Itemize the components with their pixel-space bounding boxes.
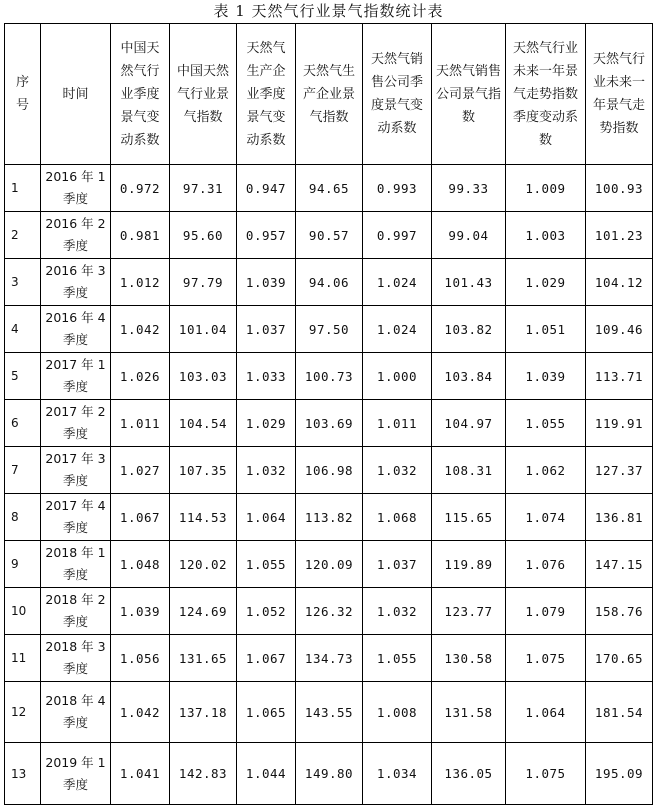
value-cell: 1.044 [237,743,296,805]
row-time: 2018 年 3 季度 [41,635,111,682]
value-cell: 136.81 [586,494,653,541]
value-cell: 123.77 [432,588,506,635]
value-cell: 1.076 [506,541,586,588]
table-row [5,165,653,212]
value-cell: 1.039 [506,353,586,400]
value-cell: 1.008 [363,682,432,743]
header-label: 天然气生产企业景气指数 [302,63,355,125]
value-cell: 1.067 [111,494,170,541]
row-time: 2017 年 3 季度 [41,447,111,494]
value-cell: 1.029 [506,259,586,306]
value-cell: 119.91 [586,400,653,447]
row-index: 12 [5,682,41,743]
value-cell: 106.98 [296,447,363,494]
value-cell: 1.009 [506,165,586,212]
value-cell: 107.35 [170,447,237,494]
row-time: 2016 年 4 季度 [41,306,111,353]
value-cell: 1.029 [237,400,296,447]
value-cell: 115.65 [432,494,506,541]
value-cell: 104.12 [586,259,653,306]
value-cell: 158.76 [586,588,653,635]
table-row [5,306,653,353]
value-cell: 95.60 [170,212,237,259]
value-cell: 0.997 [363,212,432,259]
value-cell: 103.82 [432,306,506,353]
value-cell: 1.074 [506,494,586,541]
header-cell [5,24,41,165]
value-cell: 1.024 [363,306,432,353]
table-row [5,682,653,743]
table-row [5,588,653,635]
table-row [5,743,653,805]
value-cell: 100.93 [586,165,653,212]
row-time: 2018 年 4 季度 [41,682,111,743]
value-cell: 114.53 [170,494,237,541]
value-cell: 1.034 [363,743,432,805]
stats-table [4,23,653,805]
value-cell: 1.026 [111,353,170,400]
value-cell: 119.89 [432,541,506,588]
header-label: 序号 [15,75,29,113]
header-cell [586,24,653,165]
value-cell: 101.43 [432,259,506,306]
value-cell: 1.011 [363,400,432,447]
row-index: 6 [5,400,41,447]
value-cell: 120.09 [296,541,363,588]
row-time: 2018 年 2 季度 [41,588,111,635]
value-cell: 1.056 [111,635,170,682]
value-cell: 113.82 [296,494,363,541]
row-index: 2 [5,212,41,259]
value-cell: 1.012 [111,259,170,306]
header-label: 时间 [62,86,89,102]
value-cell: 1.064 [237,494,296,541]
value-cell: 126.32 [296,588,363,635]
value-cell: 113.71 [586,353,653,400]
value-cell: 131.58 [432,682,506,743]
value-cell: 1.024 [363,259,432,306]
row-time: 2016 年 2 季度 [41,212,111,259]
value-cell: 101.04 [170,306,237,353]
header-label: 天然气行业未来一年景气走势指数 [592,52,645,136]
row-index: 5 [5,353,41,400]
value-cell: 1.042 [111,306,170,353]
row-time: 2017 年 4 季度 [41,494,111,541]
row-time: 2016 年 3 季度 [41,259,111,306]
header-cell [363,24,432,165]
value-cell: 170.65 [586,635,653,682]
table-title: 表 1 天然气行业景气指数统计表 [213,2,444,20]
value-cell: 143.55 [296,682,363,743]
table-row [5,259,653,306]
value-cell: 90.57 [296,212,363,259]
row-index: 13 [5,743,41,805]
value-cell: 1.055 [237,541,296,588]
row-index: 8 [5,494,41,541]
row-time: 2016 年 1 季度 [41,165,111,212]
value-cell: 94.06 [296,259,363,306]
value-cell: 131.65 [170,635,237,682]
value-cell: 1.068 [363,494,432,541]
value-cell: 0.957 [237,212,296,259]
value-cell: 1.052 [237,588,296,635]
row-index: 11 [5,635,41,682]
value-cell: 136.05 [432,743,506,805]
value-cell: 1.075 [506,743,586,805]
value-cell: 1.048 [111,541,170,588]
value-cell: 97.79 [170,259,237,306]
header-cell [237,24,296,165]
value-cell: 1.003 [506,212,586,259]
value-cell: 1.037 [363,541,432,588]
row-time: 2017 年 1 季度 [41,353,111,400]
value-cell: 1.067 [237,635,296,682]
value-cell: 97.31 [170,165,237,212]
header-label: 中国天然气行业景气指数 [176,63,229,125]
value-cell: 103.03 [170,353,237,400]
value-cell: 1.032 [363,447,432,494]
value-cell: 103.84 [432,353,506,400]
value-cell: 124.69 [170,588,237,635]
header-label: 天然气销售公司景气指数 [436,63,502,125]
value-cell: 99.33 [432,165,506,212]
value-cell: 134.73 [296,635,363,682]
value-cell: 1.039 [111,588,170,635]
value-cell: 181.54 [586,682,653,743]
header-label: 天然气行业未来一年景气走势指数季度变动系数 [512,40,578,148]
value-cell: 0.981 [111,212,170,259]
value-cell: 101.23 [586,212,653,259]
table-row [5,494,653,541]
value-cell: 1.011 [111,400,170,447]
value-cell: 130.58 [432,635,506,682]
value-cell: 1.064 [506,682,586,743]
value-cell: 1.032 [237,447,296,494]
value-cell: 94.65 [296,165,363,212]
value-cell: 104.54 [170,400,237,447]
header-cell [506,24,586,165]
row-index: 1 [5,165,41,212]
value-cell: 1.075 [506,635,586,682]
row-time: 2017 年 2 季度 [41,400,111,447]
table-body [5,165,653,805]
value-cell: 99.04 [432,212,506,259]
value-cell: 97.50 [296,306,363,353]
value-cell: 1.033 [237,353,296,400]
value-cell: 1.032 [363,588,432,635]
value-cell: 1.039 [237,259,296,306]
value-cell: 149.80 [296,743,363,805]
row-time: 2018 年 1 季度 [41,541,111,588]
value-cell: 108.31 [432,447,506,494]
table-row [5,212,653,259]
table-row [5,447,653,494]
value-cell: 104.97 [432,400,506,447]
value-cell: 1.079 [506,588,586,635]
value-cell: 142.83 [170,743,237,805]
header-label: 中国天然气行业季度景气变动系数 [120,40,160,148]
table-row [5,400,653,447]
value-cell: 1.041 [111,743,170,805]
header-label: 天然气生产企业季度景气变动系数 [246,40,286,148]
row-time: 2019 年 1 季度 [41,743,111,805]
value-cell: 1.051 [506,306,586,353]
row-index: 3 [5,259,41,306]
table-row [5,635,653,682]
row-index: 10 [5,588,41,635]
header-cell [170,24,237,165]
value-cell: 109.46 [586,306,653,353]
header-cell [432,24,506,165]
header-cell [111,24,170,165]
value-cell: 1.065 [237,682,296,743]
value-cell: 127.37 [586,447,653,494]
header-label: 天然气销售公司季度景气变动系数 [370,52,423,136]
value-cell: 1.042 [111,682,170,743]
value-cell: 120.02 [170,541,237,588]
value-cell: 0.947 [237,165,296,212]
table-row [5,353,653,400]
row-index: 9 [5,541,41,588]
value-cell: 147.15 [586,541,653,588]
row-index: 4 [5,306,41,353]
value-cell: 0.993 [363,165,432,212]
value-cell: 1.037 [237,306,296,353]
value-cell: 1.027 [111,447,170,494]
value-cell: 103.69 [296,400,363,447]
header-cell [41,24,111,165]
row-index: 7 [5,447,41,494]
value-cell: 1.000 [363,353,432,400]
value-cell: 1.062 [506,447,586,494]
value-cell: 100.73 [296,353,363,400]
value-cell: 1.055 [506,400,586,447]
value-cell: 1.055 [363,635,432,682]
value-cell: 0.972 [111,165,170,212]
header-row [5,24,653,165]
value-cell: 137.18 [170,682,237,743]
header-cell [296,24,363,165]
table-row [5,541,653,588]
value-cell: 195.09 [586,743,653,805]
